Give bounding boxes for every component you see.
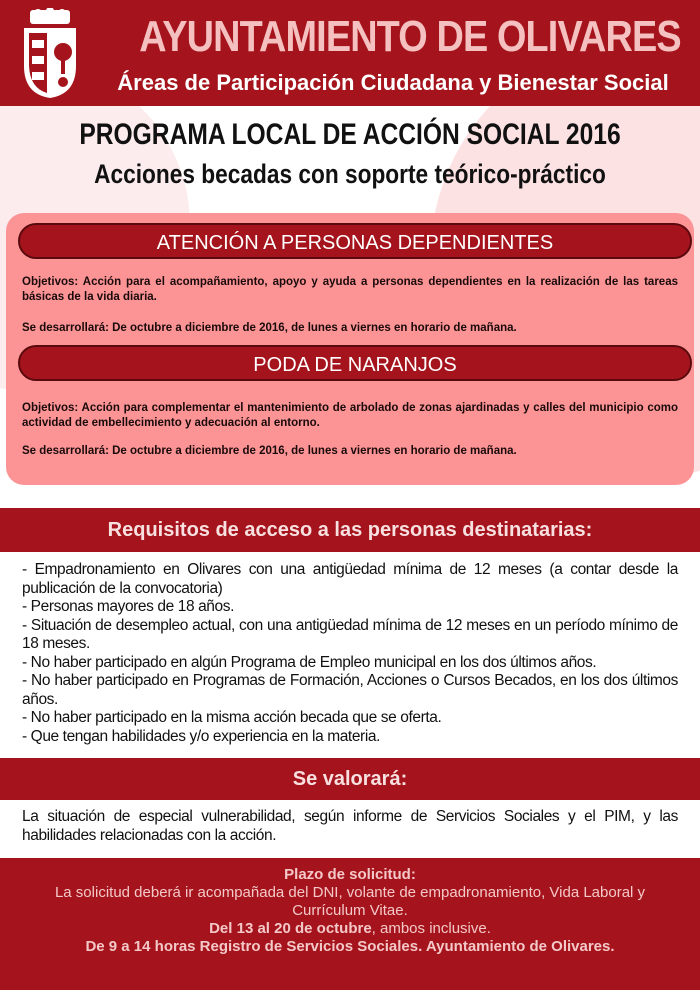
application-documents: La solicitud deberá ir acompañada del DNI, volante de empadronamiento, Vida Laboral y Currículum Vitae. — [54, 884, 646, 919]
action-objectives-orange-pruning: Objetivos: Acción para complementar el mantenimiento de arbolado de zonas ajardinadas y calles del municipio como actividad de embellecimiento y adecuación al entorno. — [22, 402, 678, 429]
header-subtitle: Áreas de Participación Ciudadana y Bienestar Social — [117, 70, 669, 95]
list-item: - Que tengan habilidades y/o experiencia en la materia. — [22, 727, 380, 745]
program-subtitle: Acciones becadas con soporte teórico-práctico — [94, 159, 606, 189]
list-item: - No haber participado en la misma acción becada que se oferta. — [22, 709, 442, 726]
list-item: - Empadronamiento en Olivares con una antigüedad mínima de 12 meses (a contar desde la publicación de la convocatoria) — [22, 561, 678, 597]
header-banner — [0, 0, 700, 106]
list-item: - No haber participado en Programas de Formación, Acciones o Cursos Becados, en los dos últimos años. — [22, 672, 678, 708]
application-heading: Plazo de solicitud: — [284, 866, 416, 883]
application-dates — [0, 920, 700, 938]
application-dates-bold: Del 13 al 20 de octubre — [209, 920, 372, 937]
actions-panel — [6, 213, 694, 485]
action-schedule-dependents: Se desarrollará: De octubre a diciembre de 2016, de lunes a viernes en horario de mañana. — [22, 322, 517, 334]
valuation-text — [22, 808, 678, 845]
valuation-paragraph: La situación de especial vulnerabilidad, según informe de Servicios Sociales y el PIM, y las habilidades relacionadas con la acción. — [22, 808, 678, 844]
action-objectives-dependents: Objetivos: Acción para el acompañamiento, apoyo y ayuda a personas dependientes en la realización de las tareas básicas de la vida diaria. — [22, 276, 678, 303]
requirements-list — [22, 561, 678, 746]
application-place: De 9 a 14 horas Registro de Servicios Sociales. Ayuntamiento de Olivares. — [85, 938, 615, 955]
action-schedule-orange-pruning: Se desarrollará: De octubre a diciembre de 2016, de lunes a viernes en horario de mañana. — [22, 445, 517, 457]
list-item: - Personas mayores de 18 años. — [22, 598, 235, 615]
list-item: - Situación de desempleo actual, con una antigüedad mínima de 12 meses en un período mínimo de 18 meses. — [22, 616, 678, 652]
action-title-orange-pruning: PODA DE NARANJOS — [18, 345, 692, 381]
coat-of-arms-icon — [18, 8, 82, 100]
program-title: PROGRAMA LOCAL DE ACCIÓN SOCIAL 2016 — [79, 118, 621, 151]
valuation-heading: Se valorará: — [0, 758, 700, 800]
application-dates-rest: , ambos inclusive. — [371, 920, 491, 937]
list-item: - No haber participado en algún Programa de Empleo municipal en los dos últimos años. — [22, 653, 597, 671]
action-title-dependents: ATENCIÓN A PERSONAS DEPENDIENTES — [18, 223, 692, 259]
application-footer — [0, 858, 700, 990]
header-title: AYUNTAMIENTO DE OLIVARES — [139, 12, 681, 61]
requirements-heading: Requisitos de acceso a las personas destinatarias: — [0, 508, 700, 552]
